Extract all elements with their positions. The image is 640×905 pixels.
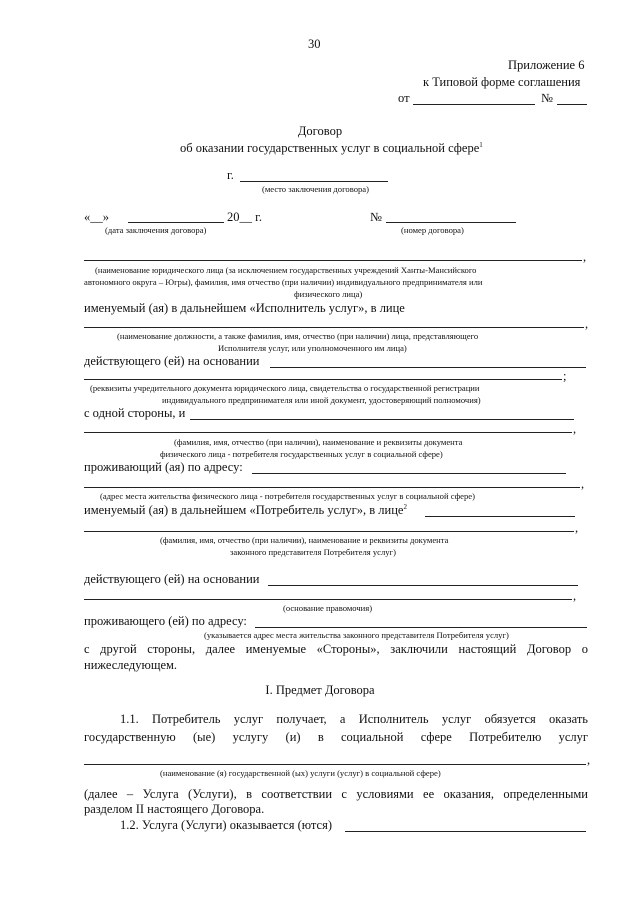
clause-1-1-line-3: (далее – Услуга (Услуги), в соответствии с условиями ее оказания, определенными bbox=[84, 787, 588, 801]
footnote-mark-1: 1 bbox=[479, 141, 483, 149]
consumer-rep-residing: проживающего (ей) по адресу: bbox=[84, 614, 247, 628]
executor-rep-caption-1: (наименование должности, а также фамилия, имя, отчество (при наличии) лица, представляющего bbox=[117, 331, 479, 341]
consumer-rep-caption-2: законного представителя Потребителя услуг) bbox=[230, 547, 396, 557]
consumer-rep-line-2 bbox=[84, 531, 574, 532]
consumer-rep-address-line bbox=[255, 627, 587, 628]
consumer-named: именуемый (ая) в дальнейшем «Потребитель услуг», в лице$^2$ bbox=[84, 503, 407, 518]
from-label: от bbox=[398, 91, 410, 105]
consumer-rep-caption-1: (фамилия, имя, отчество (при наличии), наименование и реквизиты документа bbox=[160, 535, 449, 545]
service-caption: (наименование (я) государственной (ых) услуги (услуг) в социальной сфере) bbox=[160, 768, 441, 778]
consumer-rep-acting: действующего (ей) на основании bbox=[84, 572, 260, 586]
contract-number-sign: № bbox=[370, 210, 382, 224]
date-day: «__» bbox=[84, 210, 109, 224]
number-blank-line bbox=[557, 104, 587, 105]
section-heading: I. Предмет Договора bbox=[265, 683, 375, 697]
consumer-address-line bbox=[252, 473, 566, 474]
form-reference: к Типовой форме соглашения bbox=[423, 75, 581, 89]
clause-1-1-line-4: разделом II настоящего Договора. bbox=[84, 802, 265, 816]
executor-doc-caption-1: (реквизиты учредительного документа юридического лица, свидетельства о государственной регистрации bbox=[90, 383, 480, 393]
date-month-line bbox=[128, 222, 224, 223]
consumer-doc-line bbox=[84, 432, 572, 433]
place-caption: (место заключения договора) bbox=[262, 184, 369, 194]
place-line bbox=[240, 181, 388, 182]
clause-1-2-line bbox=[345, 831, 586, 832]
consumer-residing: проживающий (ая) по адресу: bbox=[84, 460, 243, 474]
other-side-line-2: нижеследующем. bbox=[84, 658, 178, 672]
city-prefix: г. bbox=[227, 168, 234, 182]
executor-named: именуемый (ая) в дальнейшем «Исполнитель услуг», в лице bbox=[84, 301, 405, 315]
date-year: 20__ г. bbox=[227, 210, 262, 224]
clause-1-1-line-1: 1.1. Потребитель услуг получает, а Исполнитель услуг обязуется оказать bbox=[120, 712, 588, 726]
consumer-rep-line-1 bbox=[425, 516, 575, 517]
contract-number-caption: (номер договора) bbox=[401, 225, 464, 235]
executor-caption-2: автономного округа – Югры), фамилия, имя отчество (при наличии) индивидуального предпринимателя или bbox=[84, 277, 483, 287]
appendix-label: Приложение 6 bbox=[508, 58, 585, 72]
service-name-line bbox=[84, 764, 586, 765]
contract-number-line bbox=[386, 222, 516, 223]
consumer-rep-basis-line-2 bbox=[84, 599, 572, 600]
document-title: Договор bbox=[297, 124, 343, 138]
consumer-rep-basis-line bbox=[268, 585, 578, 586]
other-side-line-1: с другой стороны, далее именуемые «Стороны», заключили настоящий Договор о bbox=[84, 642, 588, 656]
clause-1-2: 1.2. Услуга (Услуги) оказывается (ются) bbox=[120, 818, 333, 832]
executor-caption-3: физического лица) bbox=[294, 289, 363, 299]
executor-doc-caption-2: индивидуального предпринимателя или иной документ, удостоверяющий полномочия) bbox=[162, 395, 481, 405]
footnote-mark-2: 2 bbox=[403, 503, 407, 511]
one-side-text: с одной стороны, и bbox=[84, 406, 186, 420]
executor-caption-1: (наименование юридического лица (за исключением государственных учреждений Ханты-Мансийского bbox=[95, 265, 477, 275]
executor-acting: действующего (ей) на основании bbox=[84, 354, 260, 368]
date-caption: (дата заключения договора) bbox=[105, 225, 207, 235]
page-number: 30 bbox=[308, 37, 321, 51]
document-subtitle: об оказании государственных услуг в социальной сфере$^1$ bbox=[180, 141, 483, 156]
consumer-caption-2: физического лица - потребителя государственных услуг в социальной сфере) bbox=[160, 449, 443, 459]
executor-basis-line bbox=[270, 367, 586, 368]
number-label: № bbox=[541, 91, 553, 105]
clause-1-1-line-2: государственную (ые) услугу (и) в социальной сфере Потребителю услуг bbox=[84, 730, 588, 744]
executor-rep-caption-2: Исполнителя услуг, или уполномоченного им лица) bbox=[218, 343, 407, 353]
consumer-address-line-2 bbox=[84, 487, 580, 488]
basis-caption: (основание правомочия) bbox=[283, 603, 373, 613]
rep-address-caption: (указывается адрес места жительства законного представителя Потребителя услуг) bbox=[204, 630, 509, 640]
executor-doc-line bbox=[84, 379, 562, 380]
executor-rep-line bbox=[84, 327, 584, 328]
consumer-caption-1: (фамилия, имя, отчество (при наличии), наименование и реквизиты документа bbox=[174, 437, 463, 447]
executor-name-line bbox=[84, 260, 582, 261]
consumer-name-line bbox=[190, 419, 574, 420]
date-blank-line bbox=[413, 104, 535, 105]
consumer-address-caption: (адрес места жительства физического лица - потребителя государственных услуг в социальной сфере) bbox=[100, 491, 475, 501]
